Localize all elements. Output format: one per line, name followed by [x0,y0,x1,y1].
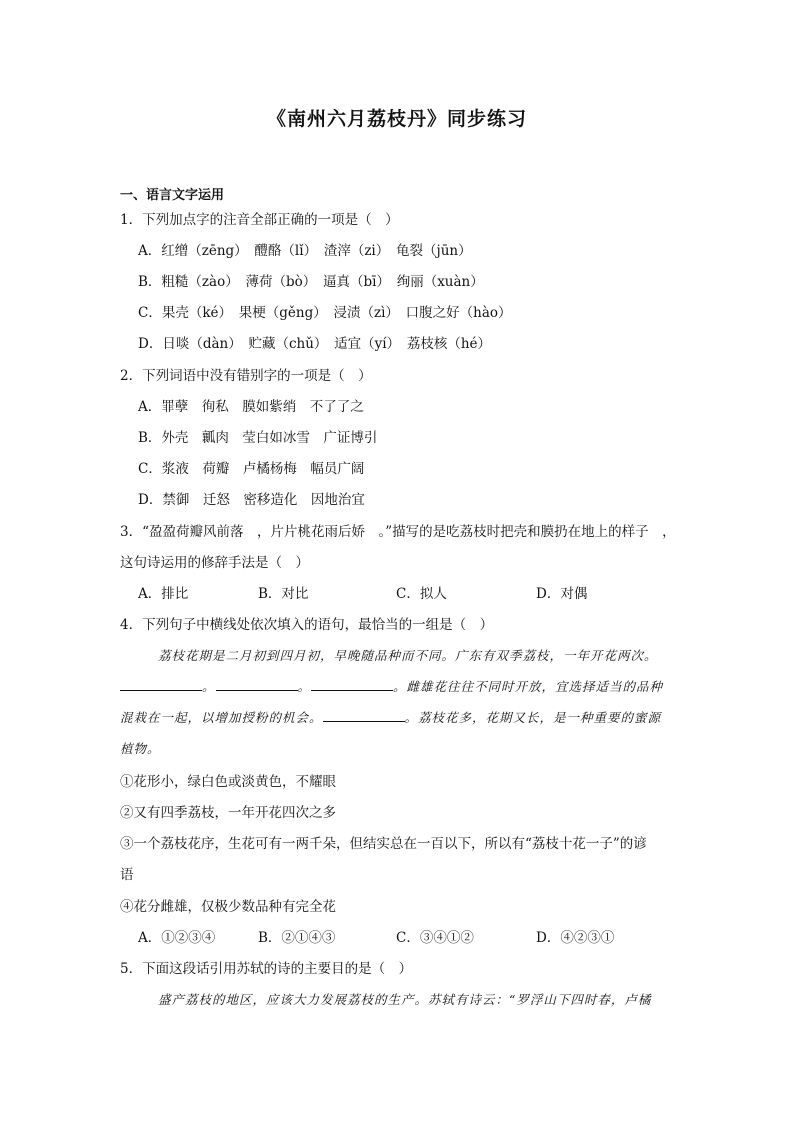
page-title: 《南州六月荔枝丹》同步练习 [266,108,527,130]
q4-item-1: ①花形小，绿白色或淡黄色，不耀眼 [120,774,336,790]
q4-item-2: ②又有四季荔枝，一年开花四次之多 [120,805,336,821]
q4-option-c: C．③④①② [396,930,474,946]
q4-item-3-cont: 语 [120,867,134,883]
q4-option-d: D．④②③① [536,930,615,946]
q4-item-3: ③一个荔枝花序，生花可有一两千朵，但结实总在一百以下，所以有“荔枝十花一子”的谚 [120,836,647,852]
q4-passage-line1: 荔枝花期是二月初到四月初，早晚随品种而不同。广东有双季荔枝，一年开花两次。 [158,648,658,663]
q3-stem-line1: 3．“盈盈荷瓣风前落 ，片片桃花雨后娇 。”描写的是吃荔枝时把壳和膜扔在地上的样子 ， [120,524,676,540]
q4-passage-line2: 。 。 。雌雄花往往不同时开放，宜选择适当的品种 [120,677,663,695]
q4-option-a: A．①②③④ [138,930,216,946]
q3-option-c: C．拟人 [396,586,447,602]
q1-option-c: C．果壳（ké） 果梗（gěng） 浸渍（zì） 口腹之好（hào） [138,305,512,321]
blank-line [311,680,393,691]
q1-option-d: D．日啖（dàn） 贮藏（chǔ） 适宜（yí） 荔枝核（hé） [138,336,492,352]
q3-stem-line2: 这句诗运用的修辞手法是（ ） [120,555,309,571]
q2-option-d: D．禁御 迁怒 密移造化 因地治宜 [138,492,365,508]
q2-option-b: B．外壳 瓤肉 莹白如冰雪 广证博引 [138,430,378,446]
q1-option-b: B．粗糙（zào） 薄荷（bò） 逼真（bī） 绚丽（xuàn） [138,274,484,290]
blank-line [120,680,202,691]
q3-option-d: D．对偶 [536,586,588,602]
q5-stem: 5．下面这段话引用苏轼的诗的主要目的是（ ） [120,961,413,977]
q2-option-a: A．罪孽 徇私 膜如紫绡 不了了之 [138,399,364,415]
q2-option-c: C．浆液 荷瓣 卢橘杨梅 幅员广阔 [138,461,365,477]
q5-passage-line1: 盛产荔枝的地区，应该大力发展荔枝的生产。苏轼有诗云：“罗浮山下四时春，卢橘 [158,992,652,1007]
blank-line [216,680,298,691]
blank-line [323,711,405,722]
q2-stem: 2．下列词语中没有错别字的一项是（ ） [120,368,372,384]
q1-stem: 1．下列加点字的注音全部正确的一项是（ ） [120,212,399,228]
q3-option-b: B．对比 [258,586,309,602]
q4-passage-line4: 植物。 [120,741,161,756]
section-heading: 一、语言文字运用 [120,188,225,203]
q4-item-4: ④花分雌雄，仅极少数品种有完全花 [120,899,336,915]
q3-option-a: A．排比 [138,586,189,602]
q1-option-a: A．红缯（zēng） 醴酪（lǐ） 渣滓（zi） 龟裂（jūn） [138,243,472,259]
q4-stem: 4．下列句子中横线处依次填入的语句，最恰当的一组是（ ） [120,617,494,633]
q4-passage-line3: 混栽在一起，以增加授粉的机会。 。荔枝花多，花期又长，是一种重要的蜜源 [120,710,662,725]
q4-option-b: B．②①④③ [258,930,336,946]
